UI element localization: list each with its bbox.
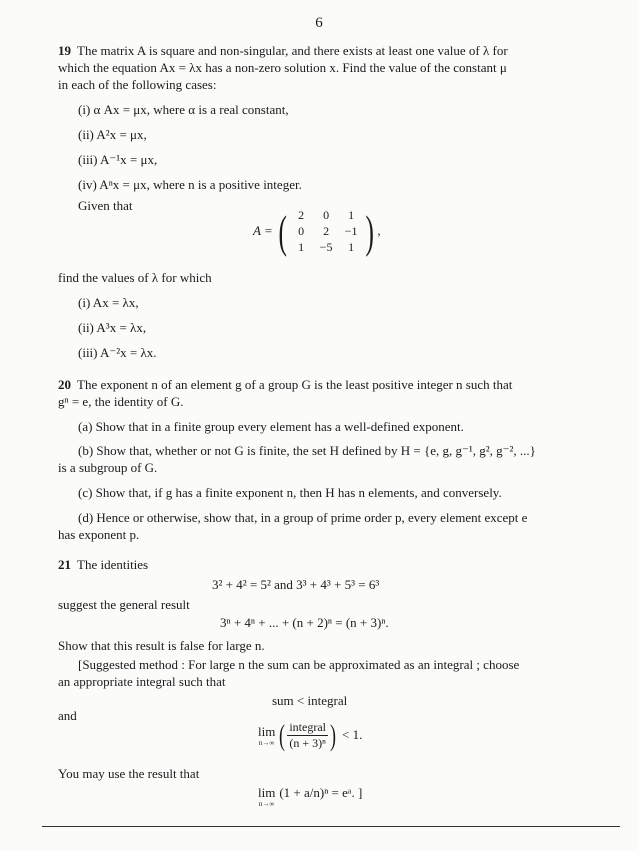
lim-subscript: n→∞ <box>258 739 275 748</box>
right-paren: ) <box>365 205 374 257</box>
q21-result <box>258 785 362 808</box>
q19-case-ii: (ii) A²x = μx, <box>78 127 147 142</box>
fraction-numerator: integral <box>289 720 326 734</box>
lim-operator <box>258 785 275 808</box>
q19-case-iii: (iii) A⁻¹x = μx, <box>78 152 158 167</box>
q20-part-b-line2: is a subgroup of G. <box>58 460 158 475</box>
q20-number: 20 <box>58 377 71 392</box>
lt-one: < 1. <box>342 727 363 743</box>
q20-part-b-line1: (b) Show that, whether or not G is finite, the set H defined by H = {e, g, g⁻¹, g², g⁻², ...} <box>78 443 536 458</box>
q19-find: find the values of λ for which <box>58 270 212 285</box>
q20-intro-line2: gⁿ = e, the identity of G. <box>58 394 184 409</box>
q19-case-i: (i) α Ax = μx, where α is a real constant, <box>78 102 289 117</box>
q20-part-c: (c) Show that, if g has a finite exponent n, then H has n elements, and conversely. <box>78 485 502 500</box>
q21-intro <box>58 557 148 573</box>
q20-part-d-line1: (d) Hence or otherwise, show that, in a group of prime order p, every element except e <box>78 510 528 525</box>
q21-show: Show that this result is false for large n. <box>58 638 265 653</box>
left-paren: ( <box>279 718 286 752</box>
lim-operator <box>258 724 275 747</box>
q19-intro-line3: in each of the following cases: <box>58 77 217 92</box>
q20-intro-text1: The exponent n of an element g of a group G is the least positive integer n such that <box>77 377 513 392</box>
q21-may-use: You may use the result that <box>58 766 200 781</box>
matrix-cell: 1 <box>348 240 355 254</box>
right-paren: ) <box>330 718 336 752</box>
lim-word: lim <box>258 723 276 739</box>
matrix-cell: 2 <box>323 224 330 238</box>
matrix-cell: 1 <box>298 240 305 254</box>
q19-intro-line2: which the equation Ax = λx has a non-zero solution x. Find the value of the constant μ <box>58 60 507 75</box>
q21-limit-expression <box>258 720 362 751</box>
result-text: (1 + a/n)ⁿ = eᵃ. ] <box>279 785 363 800</box>
q21-general-result: 3ⁿ + 4ⁿ + ... + (n + 2)ⁿ = (n + 3)ⁿ. <box>220 615 389 630</box>
fraction <box>287 720 328 751</box>
matrix-cell: 0 <box>323 208 330 222</box>
lim-word: lim <box>258 785 276 800</box>
q21-method-line1: [Suggested method : For large n the sum can be approximated as an integral ; choose <box>78 657 520 672</box>
q19-case-iv: (iv) Aⁿx = μx, where n is a positive integer. <box>78 177 302 192</box>
matrix-tail: , <box>377 223 381 239</box>
matrix-cell: 1 <box>348 208 355 222</box>
q19-part-iii: (iii) A⁻²x = λx. <box>78 345 157 360</box>
q21-number: 21 <box>58 557 71 572</box>
q21-inequality: sum < integral <box>272 693 348 708</box>
q19-part-ii: (ii) A³x = λx, <box>78 320 147 335</box>
q20-part-d-line2: has exponent p. <box>58 527 140 542</box>
q21-identities: 3² + 4² = 5² and 3³ + 4³ + 5³ = 6³ <box>212 577 380 592</box>
left-paren: ( <box>278 205 287 257</box>
q19-number: 19 <box>58 43 71 58</box>
q19-intro-line1 <box>58 43 508 59</box>
q20-intro-line1 <box>58 377 512 393</box>
matrix-cell: −5 <box>319 240 333 254</box>
q19-intro-text1: The matrix A is square and non-singular, and there exists at least one value of λ for <box>77 43 508 58</box>
q21-suggest: suggest the general result <box>58 597 190 612</box>
matrix-cell: 2 <box>298 208 305 222</box>
q21-and: and <box>58 708 77 723</box>
bottom-rule <box>42 826 620 827</box>
q21-intro-text: The identities <box>77 557 149 572</box>
q19-part-i: (i) Ax = λx, <box>78 295 139 310</box>
q19-matrix-equation <box>253 205 381 257</box>
matrix-cell: 0 <box>298 224 305 238</box>
page-number: 6 <box>315 15 323 31</box>
lim-subscript: n→∞ <box>258 800 275 809</box>
q21-method-line2: an appropriate integral such that <box>58 674 226 689</box>
matrix-cell: −1 <box>344 224 358 238</box>
q20-part-a: (a) Show that in a finite group every element has a well-defined exponent. <box>78 419 464 434</box>
fraction-denominator: (n + 3)ⁿ <box>289 736 326 750</box>
q19-given: Given that <box>78 198 133 213</box>
matrix-label: A = <box>253 223 273 239</box>
matrix-grid <box>290 208 362 255</box>
